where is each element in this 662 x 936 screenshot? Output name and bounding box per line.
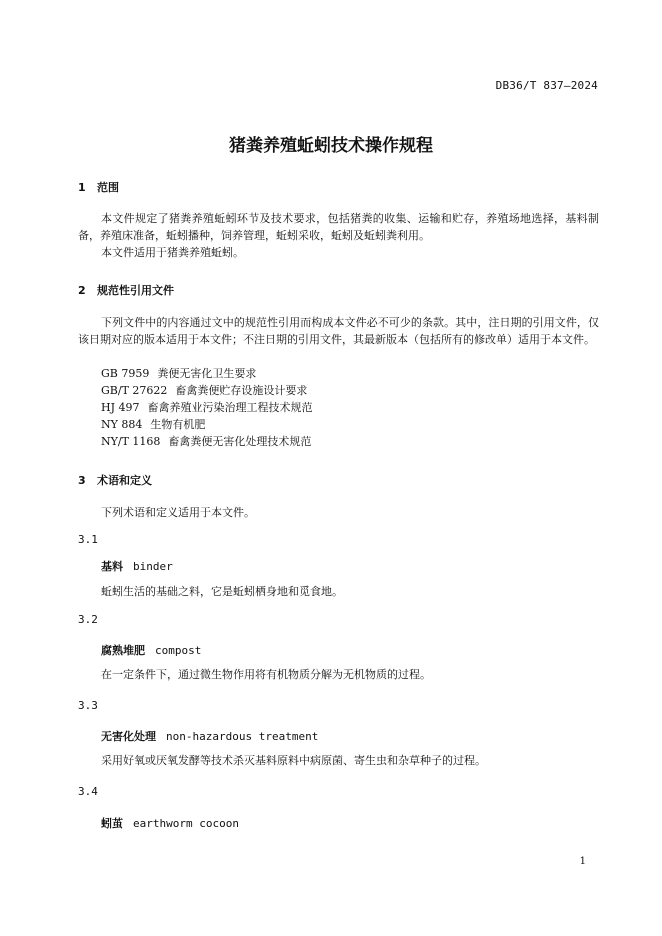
scope-paragraph: 本文件规定了猪粪养殖蚯蚓环节及技术要求，包括猪粪的收集、运输和贮存，养殖场地选择，基料制备，养殖床准备，蚯蚓播种，饲养管理，蚯蚓采收，蚯蚓及蚯蚓粪利用。 <box>78 212 599 242</box>
term-chinese: 基料 <box>101 560 123 573</box>
reference-name: 畜禽养殖业污染治理工程技术规范 <box>147 401 313 414</box>
term-definition: 采用好氧或厌氧发酵等技术杀灭基料原料中病原菌、寄生虫和杂草种子的过程。 <box>101 754 486 767</box>
section-number: 1 <box>78 181 86 194</box>
reference-item <box>101 382 307 399</box>
section-number: 2 <box>78 284 86 297</box>
clause-number: 3.2 <box>78 613 98 626</box>
section-heading-scope <box>78 179 119 195</box>
normative-paragraph: 下列文件中的内容通过文中的规范性引用而构成本文件必不可少的条款。其中，注日期的引用文件，仅该日期对应的版本适用于本文件；不注日期的引用文件，其最新版本（包括所有的修改单）适用于本文件。 <box>78 316 599 346</box>
scope-applicability: 本文件适用于猪粪养殖蚯蚓。 <box>101 246 244 259</box>
reference-item <box>101 433 311 450</box>
term-english: non-hazardous treatment <box>166 730 319 743</box>
reference-item <box>101 365 256 382</box>
clause-number: 3.3 <box>78 699 98 712</box>
terms-paragraph: 下列术语和定义适用于本文件。 <box>101 506 255 519</box>
clause-number: 3.4 <box>78 785 98 798</box>
term-chinese: 腐熟堆肥 <box>101 644 145 657</box>
clause-number: 3.1 <box>78 533 98 546</box>
term-entry <box>101 728 318 744</box>
term-chinese: 无害化处理 <box>101 730 156 743</box>
reference-code: NY/T 1168 <box>101 435 161 448</box>
section-title: 规范性引用文件 <box>97 284 174 297</box>
reference-name: 畜禽粪便贮存设施设计要求 <box>175 384 308 397</box>
term-english: earthworm cocoon <box>133 817 239 830</box>
reference-code: NY 884 <box>101 418 143 431</box>
term-definition: 在一定条件下，通过微生物作用将有机物质分解为无机物质的过程。 <box>101 668 431 681</box>
term-entry <box>101 642 201 658</box>
reference-item <box>101 416 205 433</box>
term-entry <box>101 558 173 574</box>
term-chinese: 蚓茧 <box>101 817 123 830</box>
reference-code: GB 7959 <box>101 367 150 380</box>
reference-item <box>101 399 313 416</box>
reference-name: 畜禽粪便无害化处理技术规范 <box>168 435 312 448</box>
section-heading-terms <box>78 472 152 488</box>
page-number: 1 <box>579 856 586 867</box>
term-entry <box>101 815 239 831</box>
section-number: 3 <box>78 474 86 487</box>
section-title: 范围 <box>97 181 119 194</box>
reference-code: GB/T 27622 <box>101 384 168 397</box>
term-definition: 蚯蚓生活的基础之料，它是蚯蚓栖身地和觅食地。 <box>101 585 343 598</box>
section-title: 术语和定义 <box>97 474 152 487</box>
reference-name: 粪便无害化卫生要求 <box>157 367 257 380</box>
term-english: compost <box>155 644 202 657</box>
document-title: 猪粪养殖蚯蚓技术操作规程 <box>229 136 433 156</box>
reference-code: HJ 497 <box>101 401 140 414</box>
document-code: DB36/T 837—2024 <box>495 79 598 92</box>
reference-name: 生物有机肥 <box>150 418 206 431</box>
term-english: binder <box>133 560 173 573</box>
section-heading-normative <box>78 282 174 298</box>
